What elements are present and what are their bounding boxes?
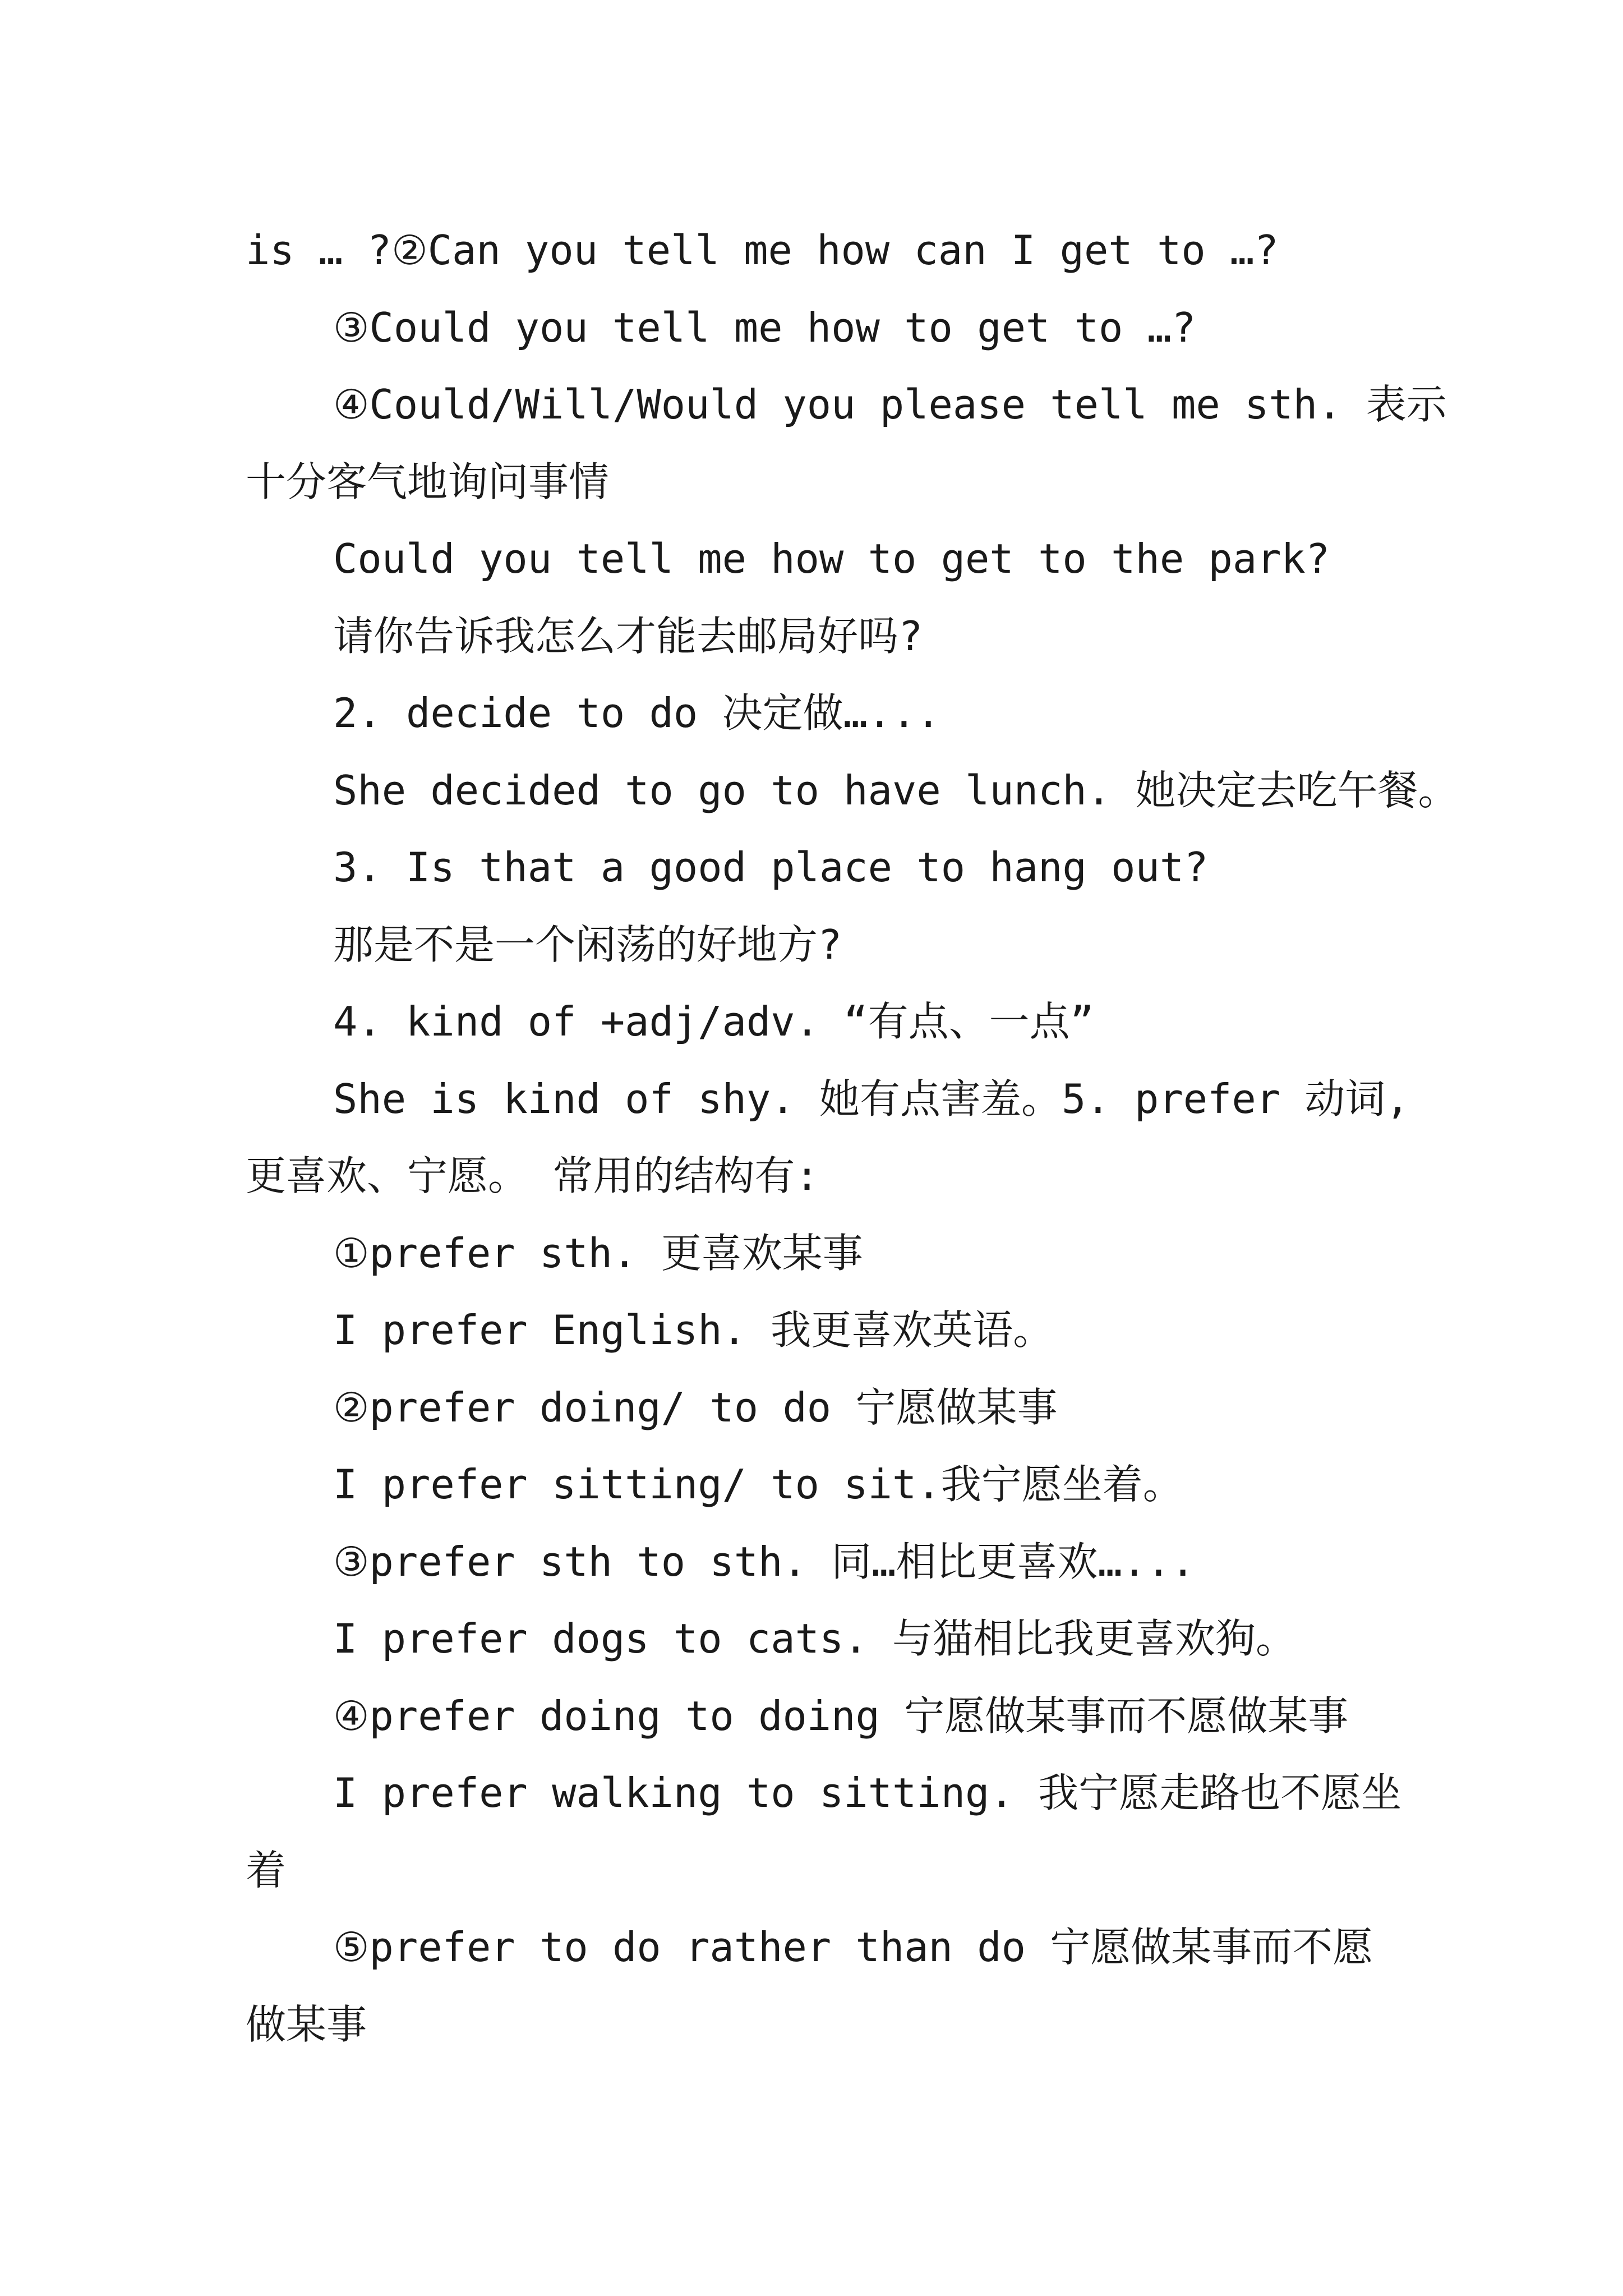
text-line: 4. kind of +adj/adv. “有点、一点” [333,998,1094,1045]
text-line: 着 [246,1846,287,1894]
text-line: 2. decide to do 决定做…... [333,689,940,737]
text-line: ④prefer doing to doing 宁愿做某事而不愿做某事 [333,1692,1349,1740]
text-line: 做某事 [246,2000,367,2048]
text-line: ⑤prefer to do rather than do 宁愿做某事而不愿 [333,1924,1373,1971]
text-line: She decided to go to have lunch. 她决定去吃午餐。 [333,766,1459,814]
text-line: 十分客气地询问事情 [246,458,610,505]
text-line: I prefer English. 我更喜欢英语。 [333,1306,1054,1354]
text-line: ②prefer doing/ to do 宁愿做某事 [333,1383,1058,1431]
text-line: Could you tell me how to get to the park? [333,535,1330,582]
text-line: I prefer walking to sitting. 我宁愿走路也不愿坐 [333,1769,1402,1816]
text-line: is … ?②Can you tell me how can I get to …? [246,227,1279,274]
text-line: ①prefer sth. 更喜欢某事 [333,1229,863,1277]
text-line: 3. Is that a good place to hang out? [333,844,1209,891]
text-line: I prefer dogs to cats. 与猫相比我更喜欢狗。 [333,1615,1296,1662]
text-line: She is kind of shy. 她有点害羞。5. prefer 动词, [333,1075,1410,1122]
text-line: ③Could you tell me how to get to …? [333,303,1196,351]
text-line: 那是不是一个闲荡的好地方? [333,921,842,968]
text-line: 更喜欢、宁愿。 常用的结构有: [246,1152,819,1199]
document-body [246,212,1459,2063]
text-line: 请你告诉我怎么才能去邮局好吗? [333,612,923,660]
text-line: ④Could/Will/Would you please tell me sth. 表示 [333,381,1447,428]
text-line: ③prefer sth to sth. 同…相比更喜欢…... [333,1538,1195,1585]
text-line: I prefer sitting/ to sit.我宁愿坐着。 [333,1461,1183,1508]
